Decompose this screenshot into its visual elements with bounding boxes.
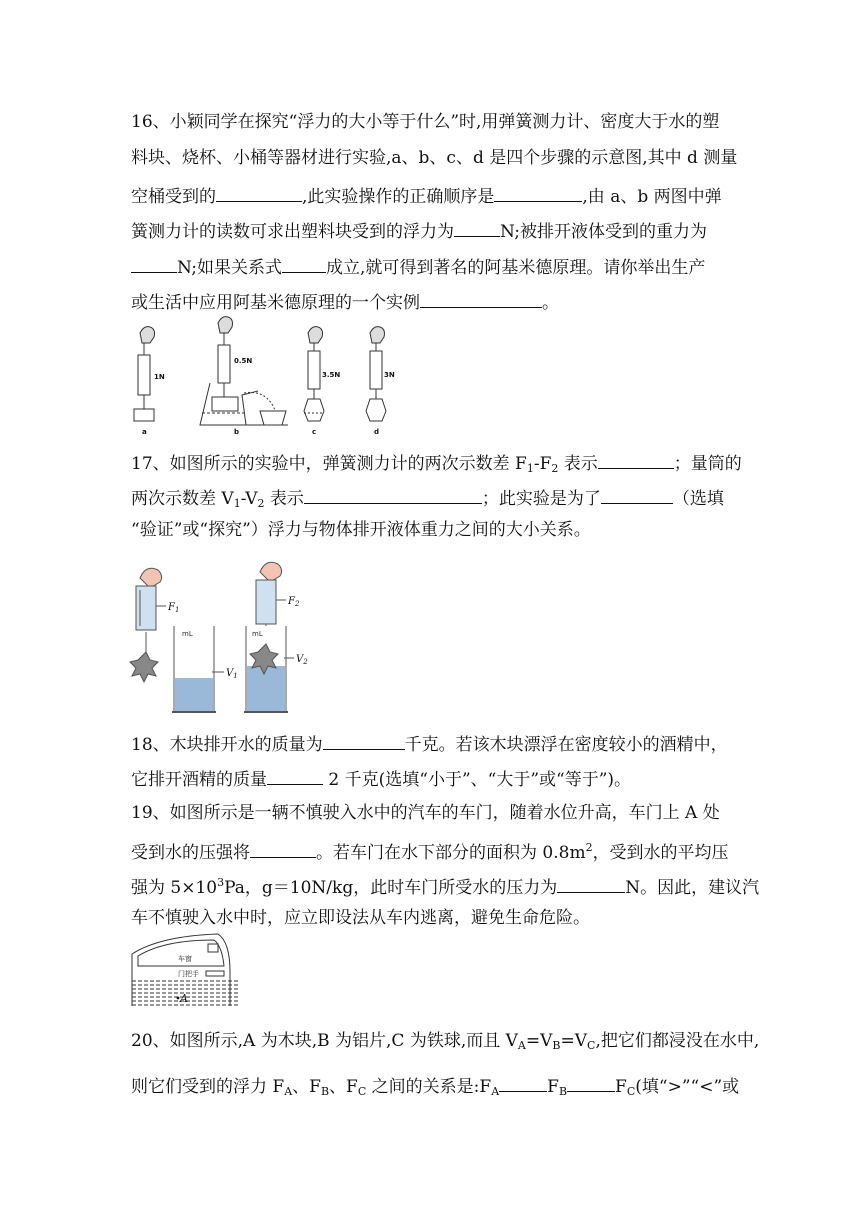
answer-blank[interactable]	[250, 840, 316, 858]
label-b: b	[234, 428, 240, 436]
q19-line-3: 强为 $5\times 10^3Pa$，g＝10N/kg，此时车门所受水的压力为 N。因此，建议汽	[131, 876, 760, 898]
f2-label: $F_2$	[288, 596, 300, 608]
reading-c: 3.5N	[322, 371, 341, 379]
answer-blank[interactable]	[454, 219, 500, 237]
ml-label-left: mL	[182, 630, 193, 638]
answer-blank[interactable]	[601, 486, 673, 504]
q17-line-2: 两次示数差 $V_1-V_2$ 表示 ；此实验是为了 （选填	[131, 486, 724, 514]
point-a-label: A	[180, 992, 188, 1005]
answer-blank[interactable]	[557, 875, 625, 893]
answer-blank[interactable]	[494, 184, 582, 202]
reading-b: 0.5N	[234, 357, 253, 365]
q16-line-6: 或生活中应用阿基米德原理的一个实例 。	[131, 290, 559, 313]
answer-blank[interactable]	[282, 255, 326, 273]
q20-line-2: 则它们受到的浮力 $F_A$、$F_B$、$F_C$ 之间的关系是$:F_A$ $F_B$ $F_C$(填“>”“<”或	[131, 1074, 739, 1102]
q17-line-3: “验证”或“探究”）浮力与物体排开液体重力之间的大小关系。	[131, 520, 591, 540]
f1-label: $F_1$	[168, 602, 180, 614]
q19-line-2: 受到水的压强将 。若车门在水下部分的面积为 $0.8m^2$，受到水的平均压	[131, 841, 729, 863]
answer-blank[interactable]	[216, 184, 302, 202]
q16-figure	[126, 313, 416, 438]
answer-blank[interactable]	[499, 1074, 547, 1092]
answer-blank[interactable]	[420, 290, 542, 308]
q19-figure	[130, 932, 240, 1008]
car-window-label: 车窗	[178, 955, 192, 963]
label-a: a	[142, 428, 147, 436]
point-a-dot	[177, 997, 180, 1000]
reading-a: 1N	[154, 373, 165, 381]
label-c: c	[312, 428, 317, 436]
v2-label: $V_2$	[296, 654, 308, 666]
q16-line-3: 空桶受到的 ,此实验操作的正确顺序是 ,由 a、b 两图中弹	[131, 184, 722, 207]
q16-line-1: 16、小颖同学在探究“浮力的大小等于什么”时,用弹簧测力计、密度大于水的塑	[131, 112, 720, 132]
q19-line-1: 19、如图所示是一辆不慎驶入水中的汽车的车门，随着水位升高，车门上 A 处	[131, 803, 720, 823]
v1-label: $V_1$	[226, 668, 238, 680]
answer-blank[interactable]	[598, 451, 674, 469]
ml-label-right: mL	[252, 630, 263, 638]
q20-line-1: 20、如图所示,A 为木块,B 为铝片,C 为铁球,而且 $V_A=V_B=V_C$,把它们都浸没在水中,	[131, 1031, 760, 1052]
q18-line-1: 18、木块排开水的质量为 千克。若该木块漂浮在密度较小的酒精中，	[131, 732, 728, 755]
answer-blank[interactable]	[567, 1074, 615, 1092]
answer-blank[interactable]	[267, 767, 323, 785]
label-d: d	[374, 428, 380, 436]
q16-line-4: 簧测力计的读数可求出塑料块受到的浮力为 N;被排开液体受到的重力为	[131, 219, 707, 242]
q17-line-1: 17、如图所示的实验中，弹簧测力计的两次示数差 $F_1-F_2$ 表示 ；量筒的	[131, 451, 742, 479]
q16-line-5: N;如果关系式 成立,就可得到著名的阿基米德原理。请你举出生产	[131, 255, 705, 278]
q16-line-2: 料块、烧杯、小桶等器材进行实验,a、b、c、d 是四个步骤的示意图,其中 d 测量	[131, 148, 738, 168]
answer-blank[interactable]	[304, 486, 482, 504]
answer-blank[interactable]	[323, 732, 405, 750]
q18-line-2: 它排开酒精的质量 2 千克(选填“小于”、“大于”或“等于”)。	[131, 767, 631, 790]
answer-blank[interactable]	[131, 255, 177, 273]
q17-figure	[128, 560, 318, 720]
door-handle-label: 门把手	[178, 970, 199, 978]
q19-line-4: 车不慎驶入水中时，应立即设法从车内逃离，避免生命危险。	[131, 908, 590, 928]
reading-d: 3N	[384, 371, 395, 379]
